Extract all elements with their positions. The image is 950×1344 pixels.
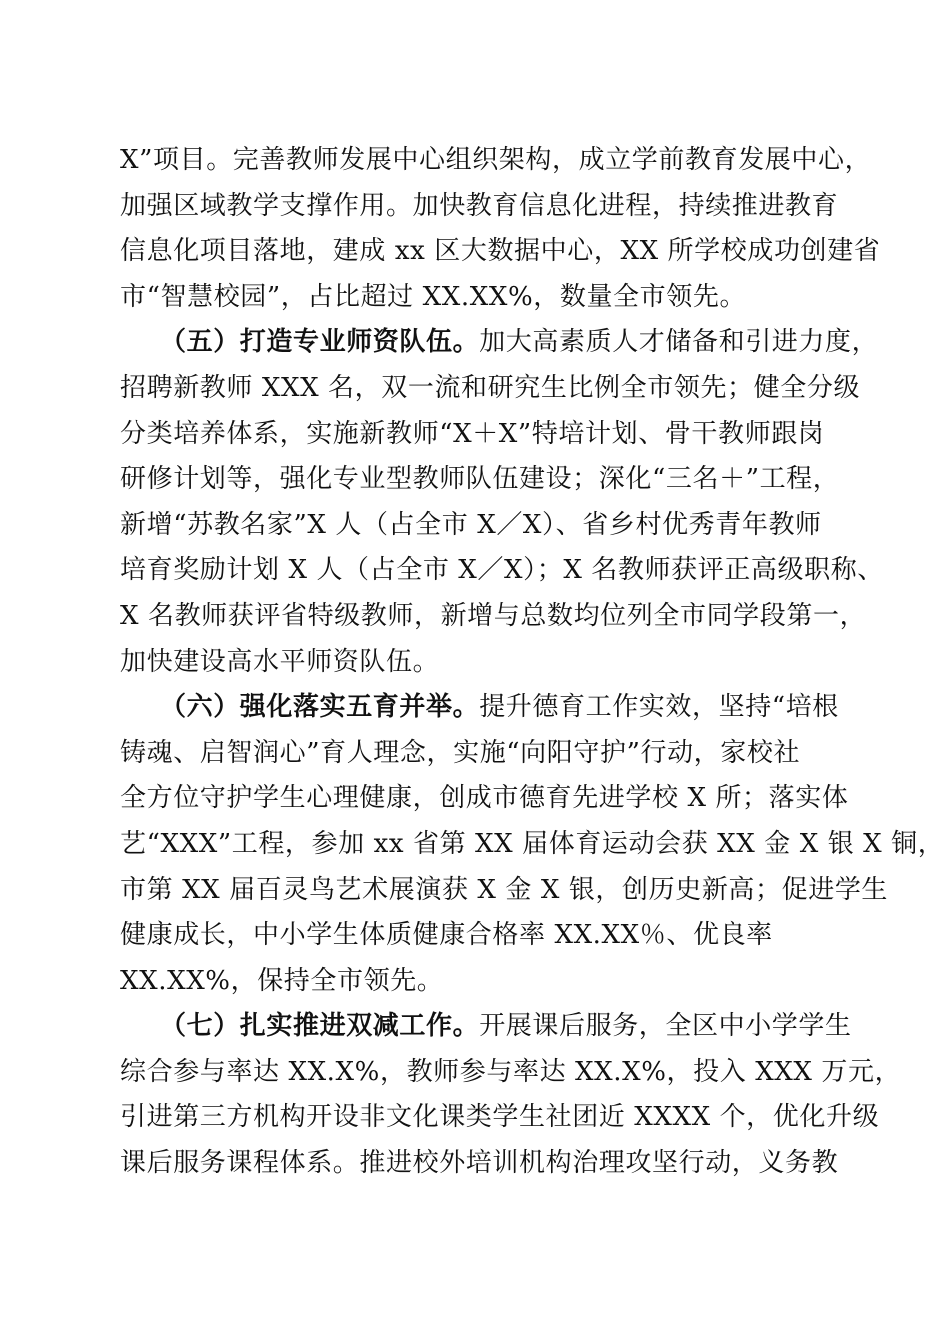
text-line: 研修计划等，强化专业型教师队伍建设；深化“三名＋”工程， <box>120 464 840 495</box>
text-line: 全方位守护学生心理健康，创成市德育先进学校 X 所；落实体 <box>120 783 849 814</box>
text-run: 提升德育工作实效，坚持“培根 <box>479 692 839 723</box>
text-line: 引进第三方机构开设非文化课类学生社团近 XXXX 个，优化升级 <box>120 1102 880 1133</box>
paragraph-first-line <box>120 1004 852 1050</box>
section-heading: （七）扎实推进双减工作。 <box>160 1011 480 1042</box>
text-line: 综合参与率达 XX.X%，教师参与率达 XX.X%，投入 XXX 万元， <box>120 1056 902 1087</box>
text-line: X 名教师获评省特级教师，新增与总数均位列全市同学段第一， <box>120 600 867 631</box>
section-heading: （五）打造专业师资队伍。 <box>160 327 480 358</box>
paragraph-education-informatization <box>120 138 881 320</box>
text-line: 信息化项目落地，建成 xx 区大数据中心，XX 所学校成功创建省 <box>120 236 881 267</box>
paragraph-five-educations <box>120 685 945 1004</box>
paragraph-teacher-team <box>120 320 884 685</box>
text-line: 加强区域教学支撑作用。加快教育信息化进程，持续推进教育 <box>120 190 839 221</box>
document-page <box>120 138 945 1187</box>
text-line: 艺“XXX”工程，参加 xx 省第 XX 届体育运动会获 XX 金 X 银 X 铜， <box>120 828 945 859</box>
text-line: 课后服务课程体系。推进校外培训机构治理攻坚行动，义务教 <box>120 1148 839 1179</box>
text-line: 招聘新教师 XXX 名，双一流和研究生比例全市领先；健全分级 <box>120 372 861 403</box>
text-line: 健康成长，中小学生体质健康合格率 XX.XX％、优良率 <box>120 920 773 951</box>
text-run: 加大高素质人才储备和引进力度， <box>479 327 879 358</box>
paragraph-double-reduction <box>120 1004 902 1186</box>
text-line: XX.XX%，保持全市领先。 <box>120 965 444 996</box>
text-line: 分类培养体系，实施新教师“X＋X”特培计划、骨干教师跟岗 <box>120 418 825 449</box>
text-line: X”项目。完善教师发展中心组织架构，成立学前教育发展中心， <box>120 145 872 175</box>
text-line: 新增“苏教名家”X 人（占全市 X／X）、省乡村优秀青年教师 <box>120 509 822 540</box>
paragraph-first-line <box>120 320 879 366</box>
text-line: 培育奖励计划 X 人（占全市 X／X）；X 名教师获评正高级职称、 <box>120 555 884 586</box>
section-heading: （六）强化落实五育并举。 <box>160 692 480 723</box>
text-line: 市“智慧校园”，占比超过 XX.XX%，数量全市领先。 <box>120 281 747 312</box>
text-run: 开展课后服务，全区中小学学生 <box>479 1011 852 1042</box>
text-line: 市第 XX 届百灵鸟艺术展演获 X 金 X 银，创历史新高；促进学生 <box>120 874 889 905</box>
text-line: 铸魂、启智润心”育人理念，实施“向阳守护”行动，家校社 <box>120 737 801 768</box>
paragraph-first-line <box>120 685 839 731</box>
text-line: 加快建设高水平师资队伍。 <box>120 646 440 677</box>
